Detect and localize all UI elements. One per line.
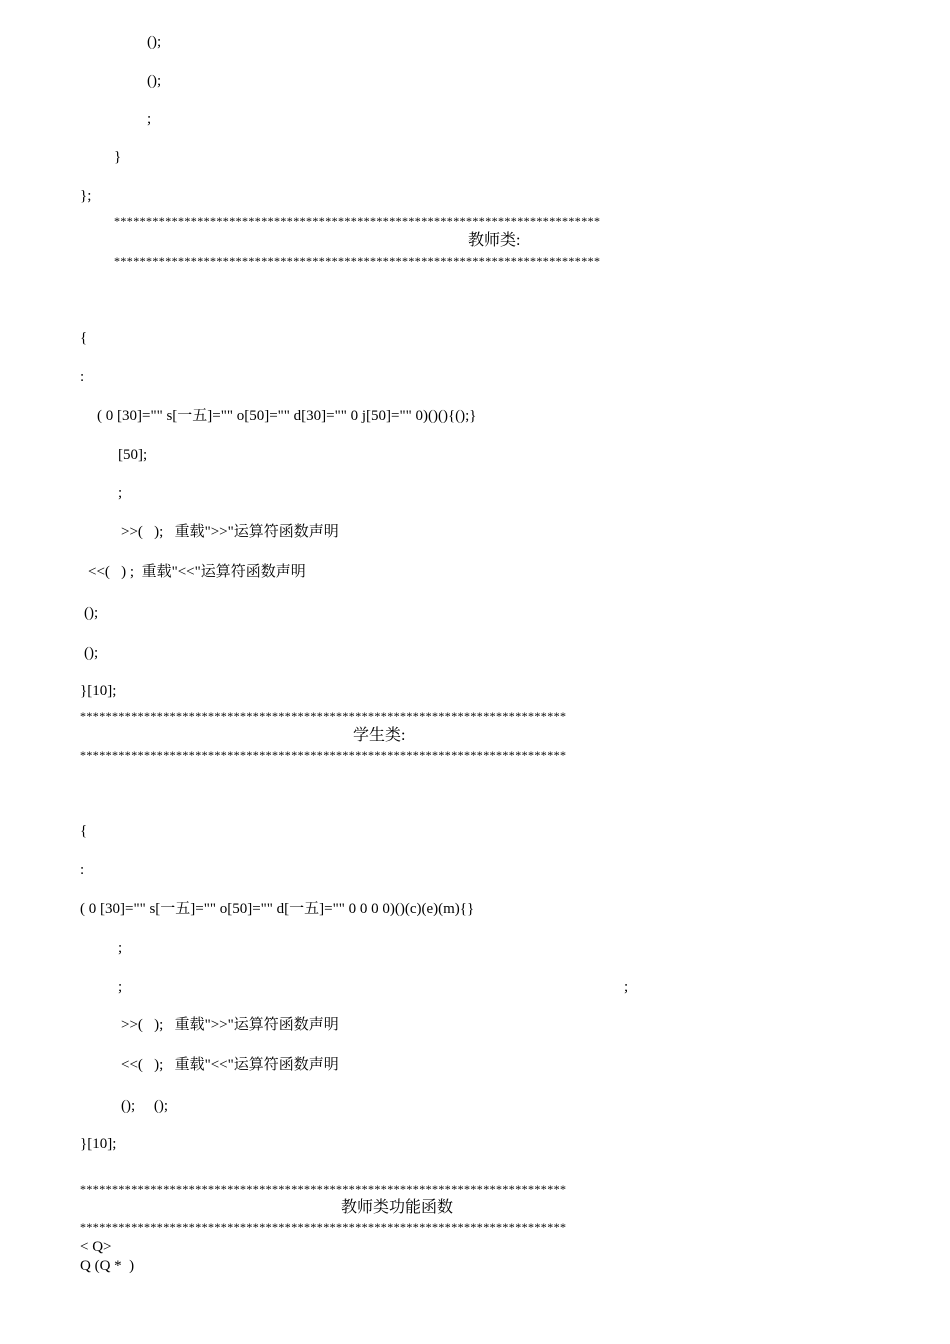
student-operator-in: >>( ); 重载">>"运算符函数声明 xyxy=(121,1017,339,1033)
template-declaration: < Q> xyxy=(80,1239,112,1255)
separator-stars: **************************************************************************** xyxy=(80,748,567,762)
teacher-constructor: ( 0 [30]="" s[一五]="" o[50]="" d[30]="" 0 j[50]="" 0)()(){();} xyxy=(97,408,477,424)
teacher-funcs-title: 教师类功能函数 xyxy=(341,1199,454,1216)
student-access-colon: : xyxy=(80,862,85,878)
separator-stars: **************************************************************************** xyxy=(80,1182,567,1196)
function-signature: Q (Q * ) xyxy=(80,1258,135,1274)
student-open-brace: { xyxy=(80,823,88,839)
student-class-title: 学生类: xyxy=(353,727,406,744)
separator-stars: **************************************************************************** xyxy=(80,709,567,723)
teacher-access-colon: : xyxy=(80,369,85,385)
teacher-class-title: 教师类: xyxy=(468,232,521,249)
teacher-class-close: }[10]; xyxy=(80,683,117,699)
student-constructor: ( 0 [30]="" s[一五]="" o[50]="" d[一五]="" 0 0 0 0)()(c)(e)(m){} xyxy=(80,901,475,917)
code-line-call-2: (); xyxy=(147,73,162,89)
student-class-close: }[10]; xyxy=(80,1136,117,1152)
code-line-close-class: }; xyxy=(80,188,92,204)
teacher-func-1: (); xyxy=(84,605,99,621)
teacher-array-member: [50]; xyxy=(118,447,148,463)
student-operator-out: <<( ); 重载"<<"运算符函数声明 xyxy=(121,1057,339,1073)
teacher-semicolon: ; xyxy=(118,485,123,501)
code-line-semicolon: ; xyxy=(147,111,152,127)
code-line-call-1: (); xyxy=(147,34,162,50)
teacher-operator-out: <<( ) ; 重载"<<"运算符函数声明 xyxy=(88,564,306,580)
separator-stars: **************************************************************************** xyxy=(114,214,601,228)
student-semicolon-3: ; xyxy=(624,979,629,995)
separator-stars: **************************************************************************** xyxy=(114,254,601,268)
student-funcs: (); (); xyxy=(121,1098,169,1114)
student-semicolon-1: ; xyxy=(118,940,123,956)
teacher-operator-in: >>( ); 重载">>"运算符函数声明 xyxy=(121,524,339,540)
teacher-func-2: (); xyxy=(84,645,99,661)
code-line-close-brace: } xyxy=(114,149,122,165)
teacher-open-brace: { xyxy=(80,330,88,346)
separator-stars: **************************************************************************** xyxy=(80,1220,567,1234)
student-semicolon-2: ; xyxy=(118,979,123,995)
